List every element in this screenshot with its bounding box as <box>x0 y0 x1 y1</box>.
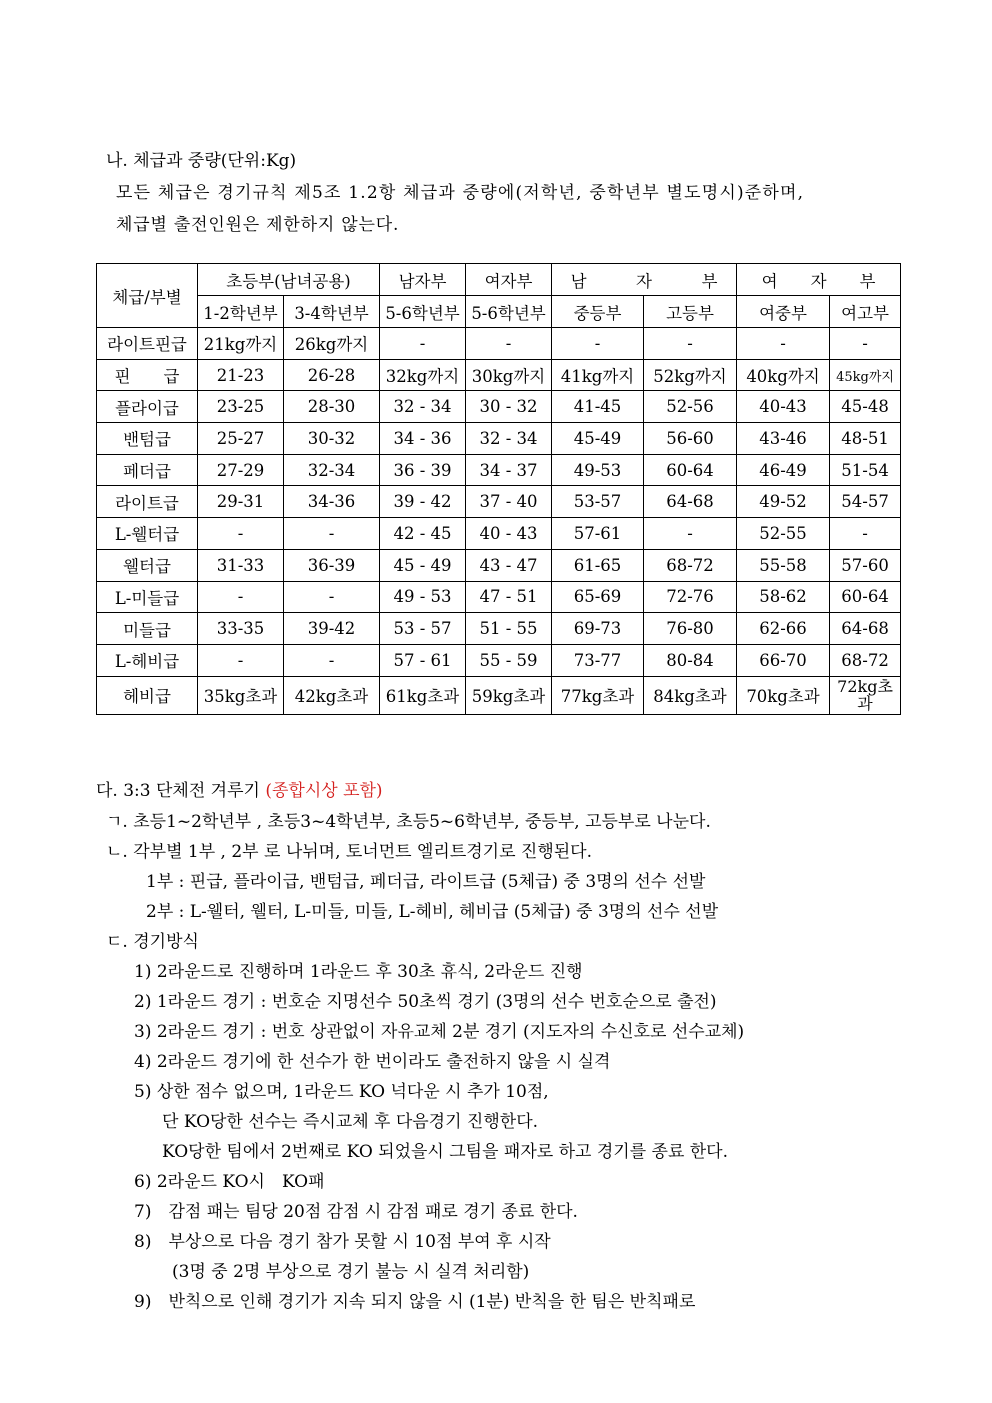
table-cell: - <box>284 581 380 613</box>
list-item: 4) 2라운드 경기에 한 선수가 한 번이라도 출전하지 않을 시 실격 <box>134 1052 611 1072</box>
table-cell: 34 - 37 <box>466 454 552 486</box>
table-cell: 46-49 <box>737 454 830 486</box>
row-label: 핀 급 <box>97 359 198 391</box>
table-cell: 62-66 <box>737 613 830 645</box>
table-cell: 32 - 34 <box>466 423 552 455</box>
table-cell: - <box>644 328 737 360</box>
table-cell: 21-23 <box>198 359 284 391</box>
table-cell: 28-30 <box>284 391 380 423</box>
list-item: ㄱ. 초등1~2학년부 , 초등3~4학년부, 초등5~6학년부, 중등부, 고등부로 나눈다. <box>106 812 711 832</box>
table-cell: 55 - 59 <box>466 644 552 676</box>
table-cell: 39-42 <box>284 613 380 645</box>
table-row <box>97 391 901 423</box>
group-header-female-division: 여 자 부 <box>737 264 901 296</box>
list-item: ㄷ. 경기방식 <box>106 932 199 952</box>
list-item: 2부 : L-웰터, 웰터, L-미들, 미들, L-헤비, 헤비급 (5체급) 중 3명의 선수 선발 <box>146 902 719 922</box>
table-cell: 69-73 <box>552 613 644 645</box>
table-row <box>97 676 901 714</box>
group-header-girls: 여자부 <box>466 264 552 296</box>
table-cell: 31-33 <box>198 549 284 581</box>
section-na-paragraph-2: 체급별 출전인원은 제한하지 않는다. <box>116 215 400 235</box>
table-cell: 68-72 <box>644 549 737 581</box>
table-row <box>97 581 901 613</box>
sub-header: 중등부 <box>552 296 644 328</box>
table-cell: 58-62 <box>737 581 830 613</box>
table-cell: - <box>737 328 830 360</box>
table-cell: - <box>198 644 284 676</box>
table-cell: 41kg까지 <box>552 359 644 391</box>
table-cell: 52kg까지 <box>644 359 737 391</box>
row-label: L-헤비급 <box>97 644 198 676</box>
table-cell: 32 - 34 <box>380 391 466 423</box>
list-item: 단 KO당한 선수는 즉시교체 후 다음경기 진행한다. <box>162 1112 539 1132</box>
table-cell: 37 - 40 <box>466 486 552 518</box>
table-cell: 29-31 <box>198 486 284 518</box>
list-item: 5) 상한 점수 없으며, 1라운드 KO 넉다운 시 추가 10점, <box>134 1082 549 1102</box>
table-cell: 70kg초과 <box>737 676 830 714</box>
sub-header: 고등부 <box>644 296 737 328</box>
table-cell: 45kg까지 <box>830 359 901 391</box>
row-label: L-웰터급 <box>97 518 198 550</box>
table-cell: 80-84 <box>644 644 737 676</box>
table-cell: 49 - 53 <box>380 581 466 613</box>
table-cell: 53-57 <box>552 486 644 518</box>
table-cell: 65-69 <box>552 581 644 613</box>
table-cell: 61-65 <box>552 549 644 581</box>
table-cell: 54-57 <box>830 486 901 518</box>
table-cell: 43-46 <box>737 423 830 455</box>
row-label: 플라이급 <box>97 391 198 423</box>
table-cell: 42kg초과 <box>284 676 380 714</box>
list-item: ㄴ. 각부별 1부 , 2부 로 나뉘며, 토너먼트 엘리트경기로 진행된다. <box>106 842 593 862</box>
table-cell: 34-36 <box>284 486 380 518</box>
table-cell: 33-35 <box>198 613 284 645</box>
group-header-boys: 남자부 <box>380 264 466 296</box>
table-cell: 49-53 <box>552 454 644 486</box>
table-cell: 64-68 <box>644 486 737 518</box>
list-item: 3) 2라운드 경기 : 번호 상관없이 자유교체 2분 경기 (지도자의 수신호로 선수교체) <box>134 1022 745 1042</box>
table-cell: - <box>284 518 380 550</box>
table-cell: 72kg초과 <box>830 676 901 714</box>
table-cell: 41-45 <box>552 391 644 423</box>
list-item: 1부 : 핀급, 플라이급, 밴텀급, 페더급, 라이트급 (5체급) 중 3명의 선수 선발 <box>146 872 706 892</box>
table-cell: 51-54 <box>830 454 901 486</box>
table-cell: 40-43 <box>737 391 830 423</box>
row-label: 웰터급 <box>97 549 198 581</box>
list-item: (3명 중 2명 부상으로 경기 불능 시 실격 처리함) <box>172 1262 530 1282</box>
table-cell: 30kg까지 <box>466 359 552 391</box>
table-cell: 52-56 <box>644 391 737 423</box>
table-cell: 30-32 <box>284 423 380 455</box>
table-cell: 25-27 <box>198 423 284 455</box>
sub-header: 3-4학년부 <box>284 296 380 328</box>
table-cell: 72-76 <box>644 581 737 613</box>
table-cell: 52-55 <box>737 518 830 550</box>
row-label: 헤비급 <box>97 676 198 714</box>
weight-class-table <box>96 263 901 715</box>
list-item: 2) 1라운드 경기 : 번호순 지명선수 50초씩 경기 (3명의 선수 번호순으로 출전) <box>134 992 717 1012</box>
section-na-paragraph-1: 모든 체급은 경기규칙 제5조 1.2항 체급과 중량에(저학년, 중학년부 별도명시)준하며, <box>116 183 805 203</box>
table-cell: 35kg초과 <box>198 676 284 714</box>
table-cell: 66-70 <box>737 644 830 676</box>
table-cell: 36 - 39 <box>380 454 466 486</box>
table-cell: 68-72 <box>830 644 901 676</box>
table-cell: 40kg까지 <box>737 359 830 391</box>
table-row <box>97 644 901 676</box>
section-da-title-highlight: (종합시상 포함) <box>265 781 383 801</box>
row-label: 라이트핀급 <box>97 328 198 360</box>
row-label: 라이트급 <box>97 486 198 518</box>
table-row <box>97 454 901 486</box>
sub-header: 여고부 <box>830 296 901 328</box>
table-row <box>97 359 901 391</box>
table-cell: 55-58 <box>737 549 830 581</box>
table-cell: 26kg까지 <box>284 328 380 360</box>
table-row <box>97 518 901 550</box>
table-cell: 45-49 <box>552 423 644 455</box>
table-cell: 51 - 55 <box>466 613 552 645</box>
sub-header: 여중부 <box>737 296 830 328</box>
group-header-male-division: 남 자 부 <box>552 264 737 296</box>
table-cell: 30 - 32 <box>466 391 552 423</box>
table-row <box>97 549 901 581</box>
table-cell: 64-68 <box>830 613 901 645</box>
table-cell: - <box>830 328 901 360</box>
table-row <box>97 486 901 518</box>
table-cell: 23-25 <box>198 391 284 423</box>
table-cell: 59kg초과 <box>466 676 552 714</box>
table-cell: 32kg까지 <box>380 359 466 391</box>
table-cell: 57 - 61 <box>380 644 466 676</box>
table-row <box>97 613 901 645</box>
list-item: 9) 반칙으로 인해 경기가 지속 되지 않을 시 (1분) 반칙을 한 팀은 반칙패로 <box>134 1292 696 1312</box>
list-item: 7) 감점 패는 팀당 20점 감점 시 감점 패로 경기 종료 한다. <box>134 1202 578 1222</box>
table-cell: 42 - 45 <box>380 518 466 550</box>
row-label: 페더급 <box>97 454 198 486</box>
list-item: KO당한 팀에서 2번째로 KO 되었을시 그팀을 패자로 하고 경기를 종료 한다. <box>162 1142 729 1162</box>
group-header-elementary: 초등부(남녀공용) <box>198 264 380 296</box>
table-cell: 36-39 <box>284 549 380 581</box>
table-cell: - <box>198 518 284 550</box>
section-na-title: 나. 체급과 중량(단위:Kg) <box>106 151 297 171</box>
list-item: 6) 2라운드 KO시 KO패 <box>134 1172 325 1192</box>
table-cell: 76-80 <box>644 613 737 645</box>
table-cell: 40 - 43 <box>466 518 552 550</box>
table-row <box>97 423 901 455</box>
table-cell: 26-28 <box>284 359 380 391</box>
row-label: 밴텀급 <box>97 423 198 455</box>
table-row <box>97 328 901 360</box>
section-da-title <box>96 780 383 802</box>
table-cell: 45-48 <box>830 391 901 423</box>
table-cell: - <box>552 328 644 360</box>
table-cell: - <box>284 644 380 676</box>
table-cell: 39 - 42 <box>380 486 466 518</box>
table-corner-header: 체급/부별 <box>97 264 198 328</box>
table-cell: - <box>380 328 466 360</box>
table-cell: - <box>644 518 737 550</box>
table-cell: 34 - 36 <box>380 423 466 455</box>
table-cell: 60-64 <box>830 581 901 613</box>
sub-header: 1-2학년부 <box>198 296 284 328</box>
table-cell: - <box>198 581 284 613</box>
table-cell: 43 - 47 <box>466 549 552 581</box>
list-item: 1) 2라운드로 진행하며 1라운드 후 30초 휴식, 2라운드 진행 <box>134 962 583 982</box>
row-label: 미들급 <box>97 613 198 645</box>
table-cell: 73-77 <box>552 644 644 676</box>
table-cell: 49-52 <box>737 486 830 518</box>
sub-header: 5-6학년부 <box>466 296 552 328</box>
table-cell: 57-61 <box>552 518 644 550</box>
section-da-title-text: 다. 3:3 단체전 겨루기 <box>96 781 260 801</box>
table-cell: 56-60 <box>644 423 737 455</box>
table-cell: - <box>830 518 901 550</box>
row-label: L-미들급 <box>97 581 198 613</box>
table-cell: 48-51 <box>830 423 901 455</box>
list-item: 8) 부상으로 다음 경기 참가 못할 시 10점 부여 후 시작 <box>134 1232 551 1252</box>
table-cell: 32-34 <box>284 454 380 486</box>
table-cell: 61kg초과 <box>380 676 466 714</box>
sub-header: 5-6학년부 <box>380 296 466 328</box>
table-cell: 57-60 <box>830 549 901 581</box>
table-cell: 21kg까지 <box>198 328 284 360</box>
table-cell: 53 - 57 <box>380 613 466 645</box>
table-cell: 84kg초과 <box>644 676 737 714</box>
table-cell: 47 - 51 <box>466 581 552 613</box>
table-cell: 60-64 <box>644 454 737 486</box>
table-cell: 27-29 <box>198 454 284 486</box>
table-cell: 77kg초과 <box>552 676 644 714</box>
table-cell: 45 - 49 <box>380 549 466 581</box>
table-cell: - <box>466 328 552 360</box>
